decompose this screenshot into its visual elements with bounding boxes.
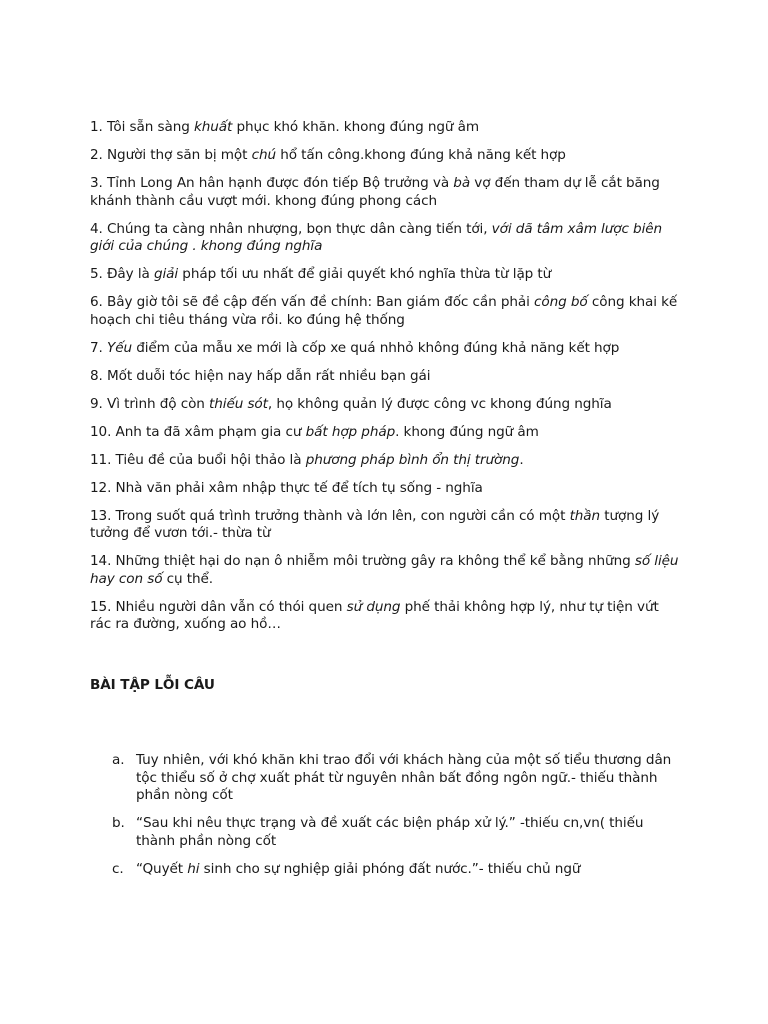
italic-text: số liệu hay con số (90, 553, 679, 587)
exercise-item (90, 452, 680, 470)
list-item-text (136, 815, 672, 850)
exercise-item (90, 599, 680, 634)
list-item-text (136, 861, 672, 879)
exercise-item (90, 480, 680, 498)
text-run: 1. Tôi sẵn sàng (90, 119, 194, 135)
text-run: 15. Nhiều người dân vẫn có thói quen (90, 598, 347, 615)
list-marker: a. (112, 752, 125, 768)
list-marker: b. (112, 815, 125, 831)
text-run: 11. Tiêu đề của buổi hội thảo là (90, 451, 306, 468)
text-run: sinh cho sự nghiệp giải phóng đất nước.”- thiếu chủ ngữ (199, 860, 581, 877)
text-run: 12. Nhà văn phải xâm nhập thực tế để tích tụ sống - nghĩa (90, 479, 483, 496)
text-run: phục khó khăn. khong đúng ngữ âm (232, 119, 480, 135)
text-run: 8. Mốt duỗi tóc hiện nay hấp dẫn rất nhiều bạn gái (90, 367, 431, 384)
exercise-item (90, 147, 680, 165)
list-item-text (136, 752, 672, 805)
italic-text: thần (569, 507, 601, 524)
section-heading: BÀI TẬP LỖI CÂU (90, 677, 215, 693)
exercise-item (90, 508, 680, 543)
exercise-item (90, 553, 680, 588)
text-run: “Sau khi nêu thực trạng và đề xuất các biện pháp xử lý.” -thiếu cn,vn( thiếu thành phần nòng cốt (136, 815, 644, 849)
text-run: 5. Đây là (90, 266, 154, 282)
italic-text: bất hợp pháp (305, 423, 396, 440)
exercise-item (90, 340, 680, 358)
text-run: phế thải không hợp lý, như tự tiện vứt rác ra đường, xuống ao hồ… (90, 598, 659, 632)
text-run: 4. Chúng ta càng nhân nhượng, bọn thực dân càng tiến tới, (90, 220, 492, 237)
exercise-item (90, 368, 680, 386)
text-run: pháp tối ưu nhất để giải quyết khó nghĩa thừa từ lặp từ (178, 266, 552, 282)
text-run: tượng lý tưởng để vươn tới.- thừa từ (90, 507, 660, 541)
exercise-item (90, 221, 680, 256)
italic-text: giải (153, 266, 179, 282)
italic-text: bà (453, 175, 471, 191)
italic-text: chú (251, 147, 276, 163)
exercise-item (90, 119, 680, 137)
italic-text: sử dụng (346, 598, 401, 615)
list-marker: c. (112, 860, 124, 877)
italic-text: với dã tâm xâm lược biên giới của chúng . khong đúng nghĩa (90, 220, 663, 254)
text-run: 2. Người thợ săn bị một (90, 147, 252, 163)
text-run: 6. Bây giờ tôi sẽ đề cập đến vấn đề chính: Ban giám đốc cần phải (90, 294, 535, 310)
text-run: . (519, 451, 524, 468)
text-run: , họ không quản lý được công vc khong đúng nghĩa (267, 395, 612, 412)
text-run: . khong đúng ngữ âm (395, 423, 539, 440)
text-run: 10. Anh ta đã xâm phạm gia cư (90, 423, 306, 440)
text-run: “Quyết (136, 860, 188, 877)
exercise-list (90, 119, 680, 644)
text-run: 7. (90, 339, 107, 356)
text-run: 13. Trong suốt quá trình trưởng thành và lớn lên, con người cần có một (90, 507, 570, 524)
sentence-error-list (112, 752, 672, 889)
italic-text: Yếu (107, 339, 132, 356)
text-run: 14. Những thiệt hại do nạn ô nhiễm môi trường gây ra không thể kể bằng những (90, 553, 635, 569)
text-run: 3. Tỉnh Long An hân hạnh được đón tiếp Bộ trưởng và (90, 175, 454, 191)
text-run: cụ thể. (162, 570, 214, 587)
exercise-item (90, 175, 680, 210)
exercise-item (90, 266, 680, 284)
list-item (112, 815, 672, 850)
text-run: công khai kế hoạch chi tiêu tháng vừa rồi. ko đúng hệ thống (90, 294, 678, 328)
list-item (112, 861, 672, 879)
exercise-item (90, 396, 680, 414)
italic-text: khuất (193, 119, 233, 135)
exercise-item (90, 424, 680, 442)
list-item (112, 752, 672, 805)
exercise-item (90, 294, 680, 329)
text-run: vợ đến tham dự lễ cắt băng khánh thành cầu vượt mới. khong đúng phong cách (90, 175, 660, 209)
text-run: hổ tấn công.khong đúng khả năng kết hợp (276, 147, 566, 163)
italic-text: hi (187, 860, 200, 877)
italic-text: phương pháp bình ổn thị trường (305, 451, 520, 468)
text-run: điểm của mẫu xe mới là cốp xe quá nhhỏ không đúng khả năng kết hợp (131, 339, 620, 356)
text-run: 9. Vì trình độ còn (90, 395, 210, 412)
italic-text: thiếu sót (209, 395, 268, 412)
text-run: Tuy nhiên, với khó khăn khi trao đổi với khách hàng của một số tiểu thương dân tộc thiểu số ở chợ xuất phát từ nguyên nhân bất đồng ngôn ngữ.- thiếu thành phần nòng cốt (136, 752, 672, 803)
italic-text: công bố (534, 294, 588, 310)
